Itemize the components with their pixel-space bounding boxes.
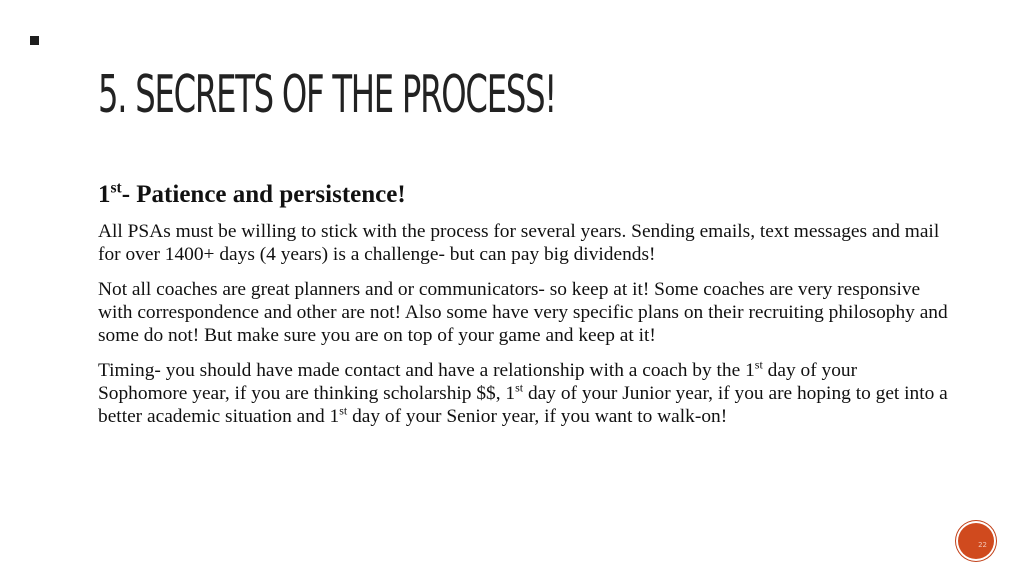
timing-ordinal-1: st (754, 357, 763, 372)
slide-body (98, 180, 948, 440)
timing-text-c: day of your Junior year, if you are hoping to get into a better academic situation and 1 (98, 383, 948, 427)
timing-text-b: day of your Sophomore year, if you are thinking scholarship $$, 1 (98, 360, 858, 404)
timing-ordinal-2: st (515, 380, 524, 395)
slide-title: 5. SECRETS OF THE PROCESS! (98, 65, 556, 125)
subheading-number: 1 (98, 181, 111, 208)
timing-text-d: day of your Senior year, if you want to walk-on! (347, 406, 728, 427)
subheading (98, 180, 948, 210)
subheading-ordinal: st (110, 179, 122, 197)
paragraph-persistence: All PSAs must be willing to stick with the process for several years. Sending emails, text messages and mail for over 1400+ days (4 years) is a challenge- but can pay big dividends! (98, 221, 940, 265)
slide-number-text: 22 (978, 541, 987, 549)
subheading-text: - Patience and persistence! (121, 181, 406, 208)
timing-ordinal-3: st (339, 403, 348, 418)
slide-number-badge (958, 523, 994, 559)
paragraph-coaches: Not all coaches are great planners and or communicators- so keep at it! Some coaches are very responsive with correspondence and other are not! Also some have very specific plans on their recruiting philosophy and some do not! But make sure you are on top of your game and keep at it! (98, 279, 948, 346)
slide-corner-marker (30, 36, 39, 45)
timing-text-a: Timing- you should have made contact and have a relationship with a coach by the 1 (98, 360, 755, 381)
paragraph-timing (98, 359, 948, 428)
